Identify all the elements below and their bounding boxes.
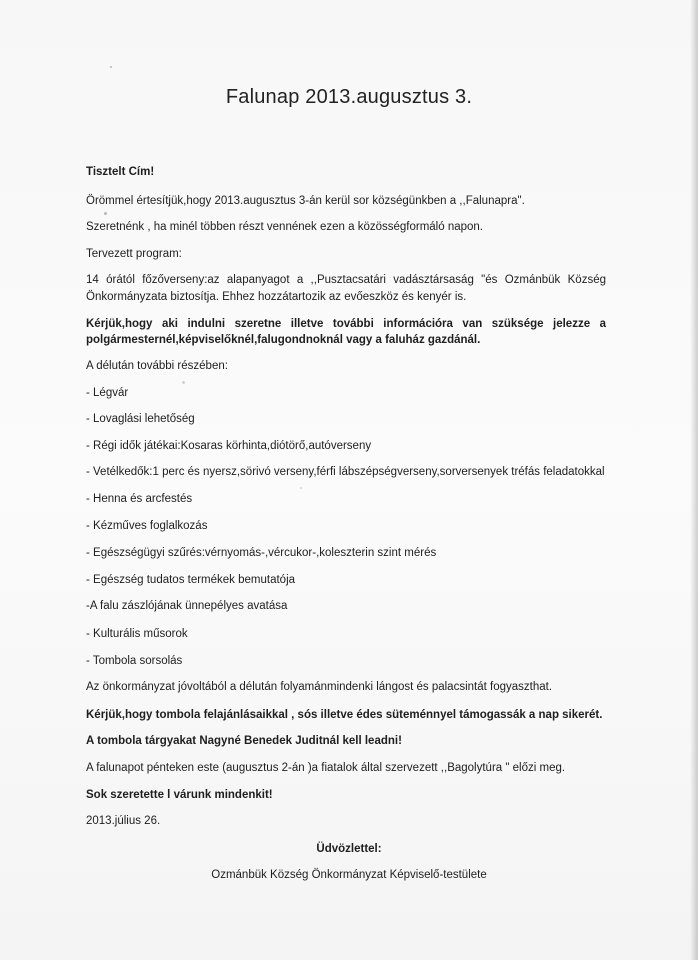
scan-speck: [110, 66, 112, 68]
food-note: Az önkormányzat jóvoltából a délután folyamánmindenki lángost és palacsintát fogyaszthat.: [86, 681, 553, 693]
letter-date: 2013.július 26.: [86, 815, 161, 827]
program-item: - Tombola sorsolás: [86, 655, 183, 667]
scan-speck: [300, 487, 302, 489]
greeting: Üdvözlettel:: [316, 843, 382, 855]
signature: Ozmánbük Község Önkormányzat Képviselő-testülete: [211, 869, 487, 881]
program-item: - Régi idők játékai:Kosaras körhinta,diótörő,autóverseny: [86, 440, 372, 452]
request-paragraph-line-2: polgármesternél,képviselőknél,falugondnoknál vagy a faluház gazdánál.: [86, 334, 481, 346]
closing-line: Sok szeretette l várunk mindenkit!: [86, 789, 273, 801]
page-edge-shadow: [690, 0, 698, 960]
program-heading: Tervezett program:: [86, 248, 182, 260]
invite-paragraph: Szeretnénk , ha minél többen részt vennének ezen a közösségformáló napon.: [86, 221, 483, 233]
friday-note: A falunapot pénteken este (augusztus 2-án )a fiatalok által szervezett ,,Bagolytúra " előzi meg.: [86, 762, 566, 774]
program-item: - Kulturális műsorok: [86, 628, 188, 640]
program-item: - Kézműves foglalkozás: [86, 520, 208, 532]
scan-speck: [104, 212, 107, 215]
program-item: - Lovaglási lehetőség: [86, 413, 195, 425]
tombola-request: Kérjük,hogy tombola felajánlásaikkal , sós illetve édes süteménnyel támogassák a nap sikerét.: [86, 709, 603, 721]
program-item: - Vetélkedők:1 perc és nyersz,sörivó verseny,férfi lábszépségverseny,sorversenyek tréfás feladatokkal: [86, 466, 605, 478]
afternoon-heading: A délután további részében:: [86, 360, 228, 372]
program-item: -A falu zászlójának ünnepélyes avatása: [86, 600, 288, 612]
tombola-where: A tombola tárgyakat Nagyné Benedek Juditnál kell leadni!: [86, 735, 402, 747]
program-item: - Egészségügyi szűrés:vérnyomás-,vércukor-,koleszterin szint mérés: [86, 547, 437, 559]
scan-speck: [182, 381, 185, 384]
program-item: - Egészség tudatos termékek bemutatója: [86, 574, 296, 586]
salutation: Tisztelt Cím!: [86, 166, 155, 178]
program-item: - Légvár: [86, 387, 129, 399]
intro-paragraph: Örömmel értesítjük,hogy 2013.augusztus 3-án kerül sor községünkben a ,,Falunapra".: [86, 195, 525, 207]
document-title: Falunap 2013.augusztus 3.: [225, 86, 473, 108]
request-paragraph-line-1: Kérjük,hogy aki indulni szeretne illetve további információra van szüksége jelezze a: [86, 318, 606, 330]
cooking-paragraph-line-1: 14 órától főzőverseny:az alapanyagot a ,,Pusztacsatári vadásztársaság "és Ozmánbük Község: [86, 274, 606, 286]
cooking-paragraph-line-2: Önkormányzata biztosítja. Ehhez hozzátartozik az evőeszköz és kenyér is.: [86, 291, 467, 303]
program-item: - Henna és arcfestés: [86, 493, 193, 505]
